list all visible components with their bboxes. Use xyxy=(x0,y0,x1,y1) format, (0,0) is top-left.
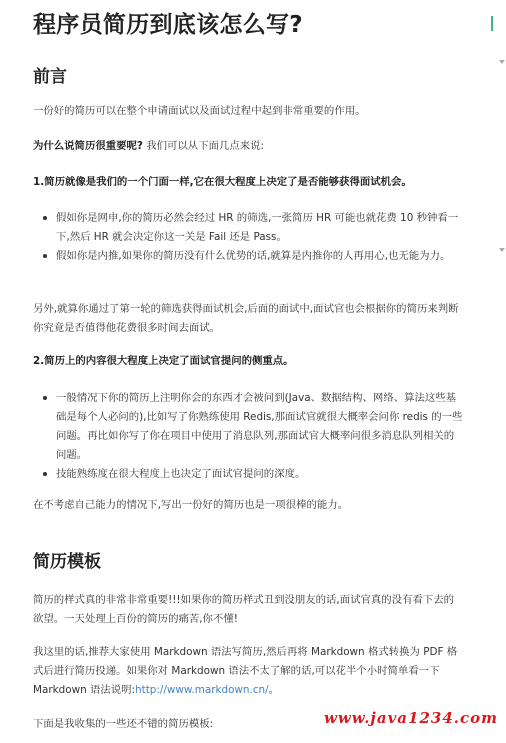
collapse-arrow-icon[interactable] xyxy=(499,60,505,64)
markdown-link[interactable]: http://www.markdown.cn/ xyxy=(135,684,269,696)
template-paragraph-2-text: 我这里的话,推荐大家使用 Markdown 语法写简历,然后再将 Markdown 格式转换为 PDF 格式后进行简历投递。如果你对 Markdown 语法不太了解的话,可以花半个小时简单看一下 Markdown 语法说明: xyxy=(33,646,458,696)
point-1: 1.简历就像是我们的一个门面一样,它在很大程度上决定了是否能够获得面试机会。 xyxy=(33,176,412,188)
template-paragraph-2 xyxy=(33,643,463,700)
list-item: 技能熟练度在很大程度上也决定了面试官提问的深度。 xyxy=(33,465,463,484)
list-item: 假如你是网申,你的简历必然会经过 HR 的筛选,一张简历 HR 可能也就花费 10 秒钟看一下,然后 HR 就会决定你这一关是 Fail 还是 Pass。 xyxy=(33,209,463,247)
section-heading-template: 简历模板 xyxy=(33,552,101,572)
template-paragraph-3: 下面是我收集的一些还不错的简历模板: xyxy=(33,718,214,730)
template-paragraph-2-end: 。 xyxy=(268,684,280,696)
paragraph-ability: 在不考虑自己能力的情况下,写出一份好的简历也是一项很棒的能力。 xyxy=(33,499,349,511)
list-item: 一般情况下你的简历上注明你会的东西才会被问到(Java、数据结构、网络、算法这些基础是每个人必问的),比如写了你熟练使用 Redis,那面试官就很大概率会问你 redis 的一些问题。再比如你写了你在项目中使用了消息队列,那面试官大概率问很多消息队列相关的问题。 xyxy=(33,389,463,465)
question-paragraph xyxy=(33,137,463,156)
watermark: www.java1234.com xyxy=(323,709,498,727)
template-paragraph-1: 简历的样式真的非常非常重要!!!如果你的简历样式丑到没朋友的话,面试官真的没有看下去的欲望。一天处理上百份的简历的痛苦,你不懂! xyxy=(33,594,455,625)
point-2-list xyxy=(33,389,463,484)
list-item: 假如你是内推,如果你的简历没有什么优势的话,就算是内推你的人再用心,也无能为力。 xyxy=(33,247,463,266)
paragraph-interview: 另外,就算你通过了第一轮的筛选获得面试机会,后面的面试中,面试官也会根据你的简历来判断你究竟是否值得他花费很多时间去面试。 xyxy=(33,303,459,334)
collapse-arrow-icon[interactable] xyxy=(499,248,505,252)
scroll-indicator xyxy=(491,16,493,31)
intro-paragraph: 一份好的简历可以在整个申请面试以及面试过程中起到非常重要的作用。 xyxy=(33,105,366,117)
point-2: 2.简历上的内容很大程度上决定了面试官提问的侧重点。 xyxy=(33,355,294,367)
section-heading-intro: 前言 xyxy=(33,67,67,87)
question-bold: 为什么说简历很重要呢? xyxy=(33,140,143,152)
page-title: 程序员简历到底该怎么写? xyxy=(33,12,303,38)
point-1-list xyxy=(33,209,463,266)
question-rest: 我们可以从下面几点来说: xyxy=(142,140,265,152)
